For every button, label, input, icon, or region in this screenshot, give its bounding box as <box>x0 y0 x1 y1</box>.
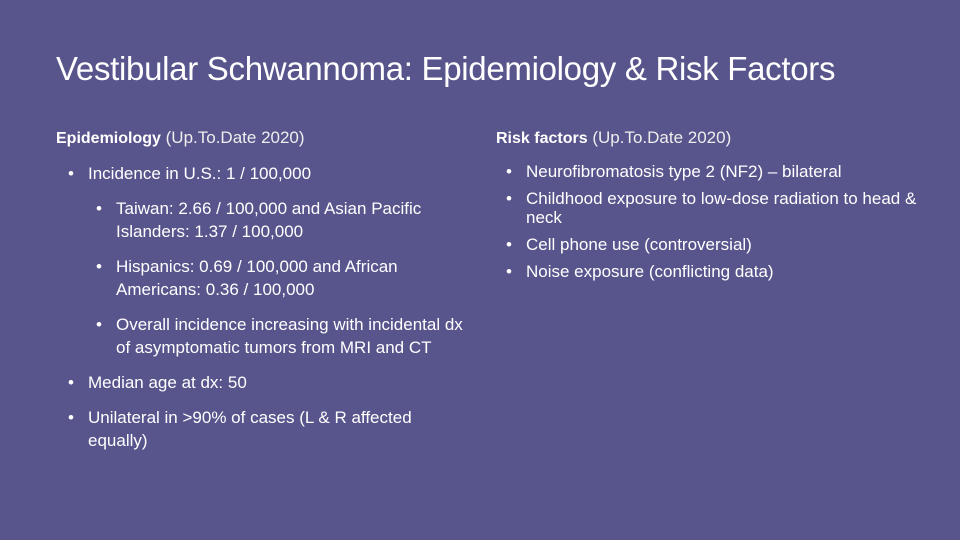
risk-factors-heading <box>496 128 936 148</box>
list-item: • Taiwan: 2.66 / 100,000 and Asian Pacific Islanders: 1.37 / 100,000 <box>56 197 466 243</box>
list-item: • Cell phone use (controversial) <box>496 235 936 254</box>
list-item: • Overall incidence increasing with incidental dx of asymptomatic tumors from MRI and CT <box>56 313 466 359</box>
risk-factors-list <box>496 162 936 281</box>
list-item: • Neurofibromatosis type 2 (NF2) – bilateral <box>496 162 936 181</box>
epidemiology-column <box>56 128 466 464</box>
list-item: • Unilateral in >90% of cases (L & R affected equally) <box>56 406 466 452</box>
list-item: • Childhood exposure to low-dose radiation to head & neck <box>496 189 936 227</box>
list-item: • Incidence in U.S.: 1 / 100,000 <box>56 162 466 185</box>
list-item: • Noise exposure (conflicting data) <box>496 262 936 281</box>
epidemiology-citation: (Up.To.Date 2020) <box>165 128 305 147</box>
risk-factors-citation: (Up.To.Date 2020) <box>592 128 732 147</box>
list-item: • Median age at dx: 50 <box>56 371 466 394</box>
risk-factors-heading-label: Risk factors <box>496 130 588 147</box>
slide-title: Vestibular Schwannoma: Epidemiology & Risk Factors <box>56 50 836 87</box>
epidemiology-heading-label: Epidemiology <box>56 130 161 147</box>
risk-factors-column <box>496 128 936 289</box>
list-item: • Hispanics: 0.69 / 100,000 and African Americans: 0.36 / 100,000 <box>56 255 466 301</box>
epidemiology-list <box>56 162 466 452</box>
epidemiology-heading <box>56 128 466 148</box>
